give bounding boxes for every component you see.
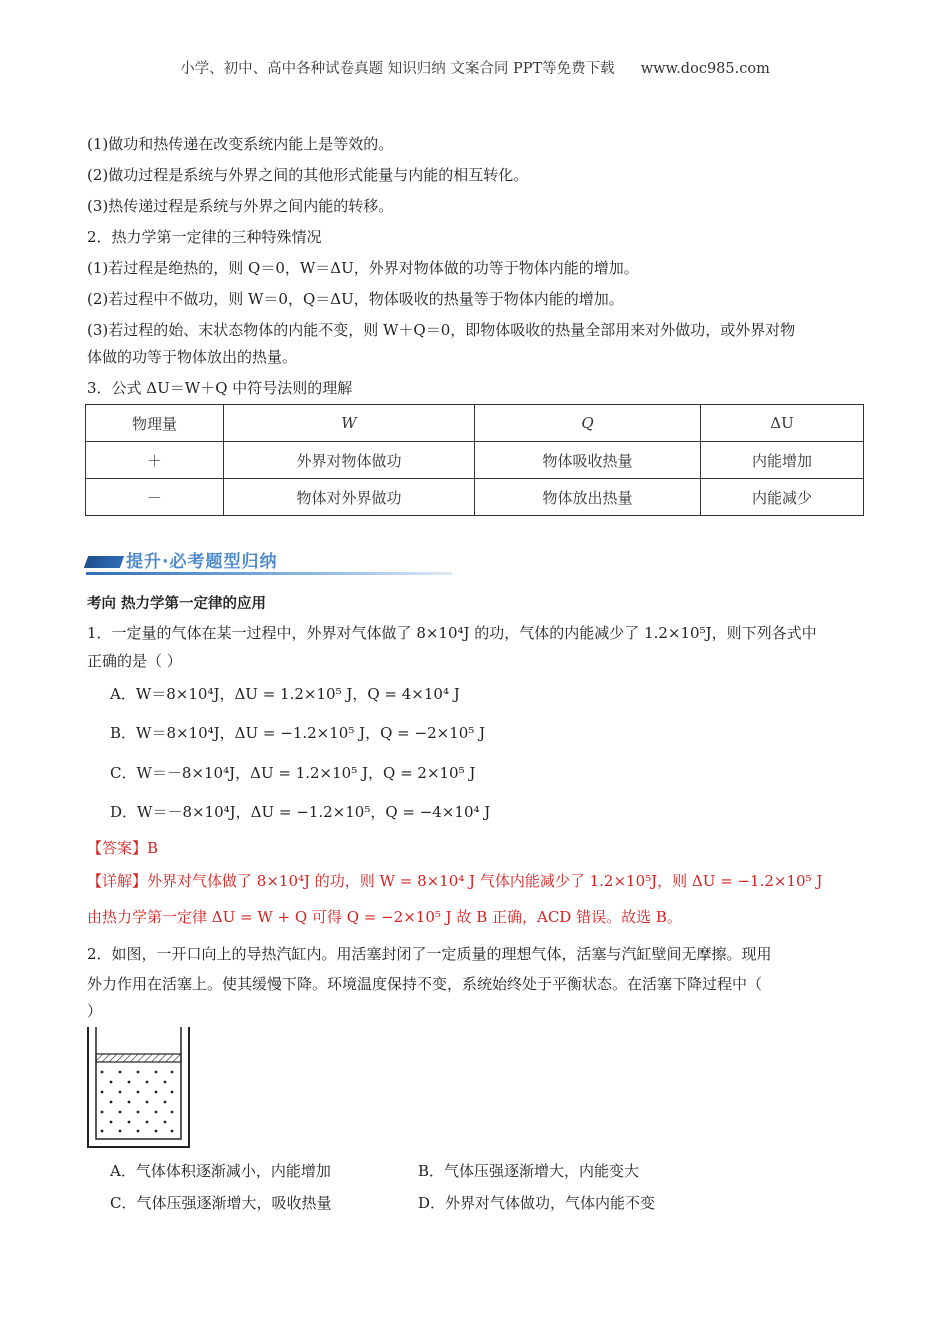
header-url[interactable]: www.doc985.com	[640, 61, 770, 77]
case-3-line-1: (3)若过程的始、末状态物体的内能不变，则 W＋Q＝0，即物体吸收的热量全部用来对外做功，或外界对物	[87, 321, 796, 339]
q1-option-d[interactable]: D．W＝－8×10⁴J，ΔU = −1.2×10⁵，Q = −4×10⁴ J	[110, 803, 491, 821]
case-2: (2)若过程中不做功，则 W＝0，Q＝ΔU，物体吸收的热量等于物体内能的增加。	[87, 290, 624, 308]
q1-option-a[interactable]: A．W＝8×10⁴J，ΔU = 1.2×10⁵ J，Q = 4×10⁴ J	[110, 685, 460, 703]
q2-option-d[interactable]: D．外界对气体做功，气体内能不变	[418, 1194, 656, 1212]
point-3: (3)热传递过程是系统与外界之间内能的转移。	[87, 197, 394, 215]
table-cell: 内能增加	[701, 442, 864, 479]
detail-label: 【详解】	[87, 872, 148, 890]
q2-option-a[interactable]: A．气体体积逐渐减小，内能增加	[110, 1162, 331, 1180]
section-2-title: 2．热力学第一定律的三种特殊情况	[87, 228, 322, 246]
section-banner	[86, 546, 452, 576]
topic-title: 考向 热力学第一定律的应用	[87, 596, 267, 612]
table-header-cell: ΔU	[701, 405, 864, 442]
sign-rule-table	[85, 404, 864, 516]
cylinder-piston-figure	[87, 1027, 193, 1149]
banner-underline	[86, 572, 452, 575]
q2-stem-line-3: ）	[87, 1002, 103, 1020]
q2-option-b[interactable]: B．气体压强逐渐增大，内能变大	[418, 1162, 640, 1180]
gas-particles	[101, 1071, 174, 1133]
q1-detail-line-2: 由热力学第一定律 ΔU = W + Q 可得 Q = −2×10⁵ J 故 B 正确，ACD 错误。故选 B。	[87, 908, 682, 926]
table-cell: －	[86, 479, 224, 516]
table-cell: ＋	[86, 442, 224, 479]
piston[interactable]	[96, 1054, 181, 1062]
answer-value: B	[147, 839, 159, 857]
header-text: 小学、初中、高中各种试卷真题 知识归纳 文案合同 PPT等免费下载	[180, 61, 615, 77]
table-cell: 物体对外界做功	[224, 479, 475, 516]
q2-option-c[interactable]: C．气体压强逐渐增大，吸收热量	[110, 1194, 332, 1212]
table-row	[86, 479, 864, 516]
q1-stem-line-2: 正确的是（ ）	[87, 652, 182, 670]
q1-option-c[interactable]: C．W＝－8×10⁴J，ΔU = 1.2×10⁵ J，Q = 2×10⁵ J	[110, 764, 476, 782]
page-header	[0, 57, 950, 78]
table-header-row	[86, 405, 864, 442]
table-row	[86, 442, 864, 479]
q2-stem-line-2: 外力作用在活塞上。使其缓慢下降。环境温度保持不变，系统始终处于平衡状态。在活塞下降过程中（	[87, 975, 763, 993]
q1-option-b[interactable]: B．W＝8×10⁴J，ΔU = −1.2×10⁵ J，Q = −2×10⁵ J	[110, 724, 486, 742]
case-3-line-2: 体做的功等于物体放出的热量。	[87, 348, 298, 366]
q1-detail-line-1	[87, 870, 822, 891]
detail-text-1: 外界对气体做了 8×10⁴J 的功，则 W = 8×10⁴ J 气体内能减少了 1.2×10⁵J，则 ΔU = −1.2×10⁵ J	[147, 872, 823, 890]
table-cell: 物体放出热量	[475, 479, 701, 516]
answer-label: 【答案】	[87, 839, 148, 857]
banner-bar-icon	[84, 556, 124, 568]
q2-stem-line-1: 2．如图，一开口向上的导热汽缸内。用活塞封闭了一定质量的理想气体，活塞与汽缸壁间无摩擦。现用	[87, 945, 772, 963]
table-header-cell: 物理量	[86, 405, 224, 442]
point-1: (1)做功和热传递在改变系统内能上是等效的。	[87, 135, 394, 153]
q1-stem-line-1: 1．一定量的气体在某一过程中，外界对气体做了 8×10⁴J 的功，气体的内能减少了 1.2×10⁵J，则下列各式中	[87, 624, 817, 642]
case-1: (1)若过程是绝热的，则 Q＝0，W＝ΔU，外界对物体做的功等于物体内能的增加。	[87, 259, 639, 277]
table-cell: 内能减少	[701, 479, 864, 516]
table-cell: 物体吸收热量	[475, 442, 701, 479]
q1-answer	[87, 837, 158, 858]
point-2: (2)做功过程是系统与外界之间的其他形式能量与内能的相互转化。	[87, 166, 529, 184]
banner-title: 提升·必考题型归纳	[126, 552, 278, 572]
table-header-cell: Q	[475, 405, 701, 442]
table-header-cell: W	[224, 405, 475, 442]
table-cell: 外界对物体做功	[224, 442, 475, 479]
section-3-title: 3．公式 ΔU＝W＋Q 中符号法则的理解	[87, 379, 353, 397]
